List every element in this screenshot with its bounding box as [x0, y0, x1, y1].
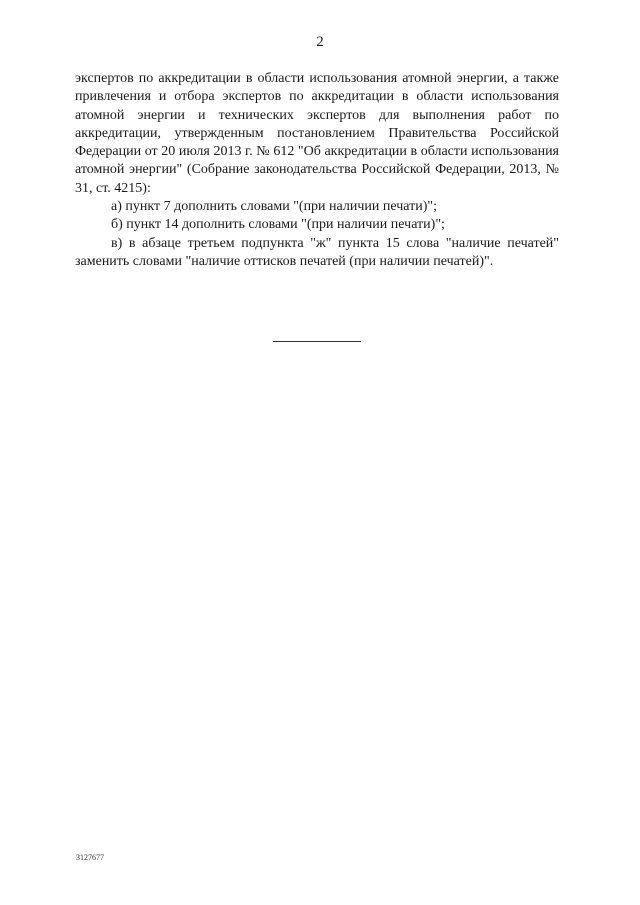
paragraph-item-b: б) пункт 14 дополнить словами "(при наличии печати)";: [111, 217, 445, 233]
page-number: 2: [316, 34, 324, 50]
document-code: 3127677: [76, 853, 104, 862]
end-separator-line: [273, 341, 361, 342]
document-body: [75, 70, 559, 271]
paragraph-intro: экспертов по аккредитации в области использования атомной энергии, а также привлечения и отбора экспертов по аккредитации в области использования атомной энергии и технических экспертов для выполнения работ по аккредитации, утвержденным постановлением Правительства Российской Федерации от 20 июля 2013 г. № 612 "Об аккредитации в области использования атомной энергии" (Собрание законодательства Российской Федерации, 2013, № 31, ст. 4215):: [75, 71, 559, 196]
paragraph-item-v: в) в абзаце третьем подпункта "ж" пункта 15 слова "наличие печатей" заменить словами "наличие оттисков печатей (при наличии печатей)".: [75, 235, 559, 269]
paragraph-item-a: а) пункт 7 дополнить словами "(при наличии печати)";: [111, 199, 438, 215]
